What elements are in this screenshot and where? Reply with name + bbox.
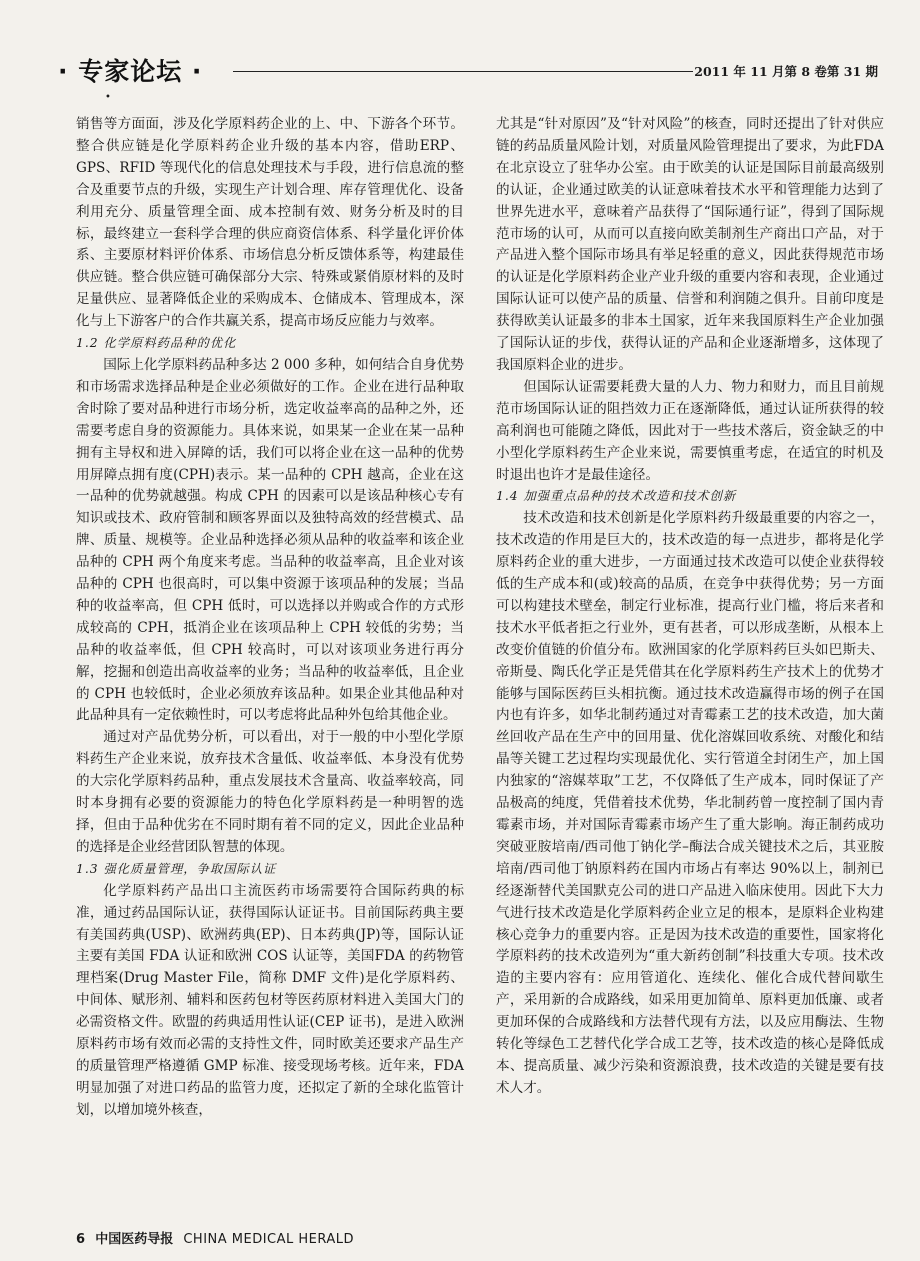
subsection-heading-1-4: 1.4 加强重点品种的技术改造和技术创新	[496, 489, 737, 504]
running-header	[58, 52, 878, 92]
paragraph: 销售等方面面，涉及化学原料药企业的上、中、下游各个环节。整合供应链是化学原料药企业升级的基本内容，借助ERP、GPS、RFID 等现代化的信息处理技术与手段，进行信息流的整合及重要节点的升级，实现生产计划合理、库存管理优化、设备利用充分、质量管理全面、成本控制有效、财务分析及时的目标，最终建立一套科学合理的供应商资信体系、科学量化评价体系、主要原材料评价体系、市场信息分析反馈体系等，构建最佳供应链。整合供应链可确保部分大宗、特殊或紧俏原材料的及时足量供应、显著降低企业的采购成本、仓储成本、管理成本，深化与上下游客户的合作共赢关系，提高市场反应能力与效率。	[76, 116, 464, 330]
issue-line: 2011 年 11 月第 8 卷第 31 期	[694, 64, 878, 79]
section-title: · 专家论坛 ·	[58, 57, 203, 86]
subsection-heading-1-2: 1.2 化学原料药品种的优化	[76, 336, 237, 351]
paragraph: 技术改造和技术创新是化学原料药升级最重要的内容之一，技术改造的作用是巨大的，技术改造的每一点进步，都将是化学原料药企业的重大进步，一方面通过技术改造可以使企业获得较低的生产成本和(或)较高的品质，在竞争中获得优势；另一方面可以构建技术壁垒，制定行业标准，提高行业门槛，将后来者和技术水平低者拒之行业外，更有甚者，可以形成垄断，从根本上改变价值链的价值分布。欧洲国家的化学原料药巨头如巴斯夫、帝斯曼、陶氏化学正是凭借其在化学原料药生产技术上的优势才能够与国际医药巨头相抗衡。通过技术改造赢得市场的例子在国内也有许多，如华北制药通过对青霉素工艺的技术改造，加大菌丝回收产品在生产中的回用量、优化溶媒回收系统、对酸化和结晶等关键工艺过程均实现最优化、实行管道全封闭生产，加上国内独家的“溶媒萃取”工艺，不仅降低了生产成本，同时保证了产品极高的纯度，凭借着技术优势，华北制药曾一度控制了国内青霉素市场，并对国际青霉素市场产生了重大影响。海正制药成功突破亚胺培南/西司他丁钠化学–酶法合成关键技术之后，其亚胺培南/西司他丁钠原料药在国内市场占有率达 90%以上，制剂已经逐渐替代美国默克公司的进口产品进入临床使用。因此下大力气进行技术改造是化学原料药企业立足的根本，是原料企业构建核心竞争力的重要内容。正是因为技术改造的重要性，国家将化学原料药的技术改造列为“重大新药创制”科技重大专项。技术改造的主要内容有：应用管道化、连续化、催化合成代替间歇生产，采用新的合成路线，如采用更加简单、原料更加低廉、或者更加环保的合成路线和方法替代现有方法，以及应用酶法、生物转化等绿色工艺替代化学合成工艺等，技术改造的核心是降低成本、提高质量、减少污染和资源浪费，技术改造的关键是要有技术人才。	[496, 510, 884, 1096]
left-column	[76, 114, 464, 1122]
paragraph: 化学原料药产品出口主流医药市场需要符合国际药典的标准，通过药品国际认证，获得国际认证证书。目前国际药典主要有美国药典(USP)、欧洲药典(EP)、日本药典(JP)等，国际认证主要有美国 FDA 认证和欧洲 COS 认证等，美国FDA 的药物管理档案(Drug Master File，简称 DMF 文件)是化学原料药、中间体、赋形剂、辅料和医药包材等医药原材料进入美国大门的必需资格文件。欧盟的药典适用性认证(CEP 证书)，是进入欧洲原料药市场有效而必需的支持性文件，同时欧美还要求产品生产的质量管理严格遵循 GMP 标准、接受现场考核。近年来，FDA 明显加强了对进口药品的监管力度，还拟定了新的全球化监管计划，以增加境外核查，	[76, 882, 464, 1118]
paragraph: 国际上化学原料药品种多达 2 000 多种，如何结合自身优势和市场需求选择品种是企业必须做好的工作。企业在进行品种取舍时除了要对品种进行市场分析，选定收益率高的品种之外，还需要考虑自身的资源能力。具体来说，如果某一企业在某一品种拥有主导权和进入屏障的话，我们可以将企业在这一品种的优势用屏障点拥有度(CPH)表示。某一品种的 CPH 越高，企业在这一品种的优势就越强。构成 CPH 的因素可以是该品种核心专有知识或技术、政府管制和顾客界面以及独特高效的经营模式、品牌、质量、规模等。企业品种选择必须从品种的收益率和该企业品种的 CPH 两个角度来考虑。当品种的收益率高，且企业对该品种的 CPH 也很高时，可以集中资源于该项品种的发展；当品种的收益率高，但 CPH 低时，可以选择以并购或合作的方式形成较高的 CPH，抵消企业在该项品种上 CPH 较低的劣势；当品种的收益率低，但 CPH 较高时，可以对该项业务进行再分解，挖掘和创造出高收益率的业务；当品种的收益率低，且企业的 CPH 也较低时，企业必须放弃该品种。如果企业其他品种对此品种具有一定依赖性时，可以考虑将此品种外包给其他企业。	[76, 356, 464, 724]
bullet-dot: •	[105, 92, 111, 103]
paragraph: 尤其是“针对原因”及“针对风险”的核查，同时还提出了针对供应链的药品质量风险计划，对质量风险管理提出了要求，为此FDA 在北京设立了驻华办公室。由于欧美的认证是国际目前最高级别的认证，企业通过欧美的认证意味着技术水平和管理能力达到了世界先进水平，意味着产品获得了“国际通行证”，得到了国际规范市场的认可，从而可以直接向欧美制剂生产商出口产品，对于产品进入整个国际市场具有举足轻重的意义，因此获得规范市场的认证是化学原料药企业产业升级的重要内容和表现，企业通过国际认证可以使产品的质量、信誉和利润随之俱升。目前印度是获得欧美认证最多的非本土国家，近年来我国原料生产企业加强了国际认证的步伐，获得认证的产品和企业逐渐增多，这体现了我国原料企业的进步。	[496, 116, 884, 373]
header-rule	[233, 71, 693, 72]
paragraph: 但国际认证需要耗费大量的人力、物力和财力，而且目前规范市场国际认证的阻挡效力正在逐渐降低，通过认证所获得的较高利润也可能随之降低，因此对于一些技术落后，资金缺乏的中小型化学原料药生产企业来说，需要慎重考虑，在适宜的时机及时退出也许才是最佳途径。	[496, 378, 884, 483]
journal-name-cn: 中国医药导报	[95, 1232, 174, 1247]
page-number: 6	[76, 1232, 86, 1247]
page-footer	[76, 1228, 354, 1247]
right-column	[496, 114, 884, 1100]
journal-name-en: CHINA MEDICAL HERALD	[183, 1232, 355, 1247]
paragraph: 通过对产品优势分析，可以看出，对于一般的中小型化学原料药生产企业来说，放弃技术含量低、收益率低、本身没有优势的大宗化学原料药品种，重点发展技术含量高、收益率较高，同时本身拥有必要的资源能力的特色化学原料药是一种明智的选择，但由于品种优劣在不同时期有着不同的定义，因此企业品种的选择是企业经营团队智慧的体现。	[76, 729, 464, 855]
subsection-heading-1-3: 1.3 强化质量管理，争取国际认证	[76, 861, 277, 876]
